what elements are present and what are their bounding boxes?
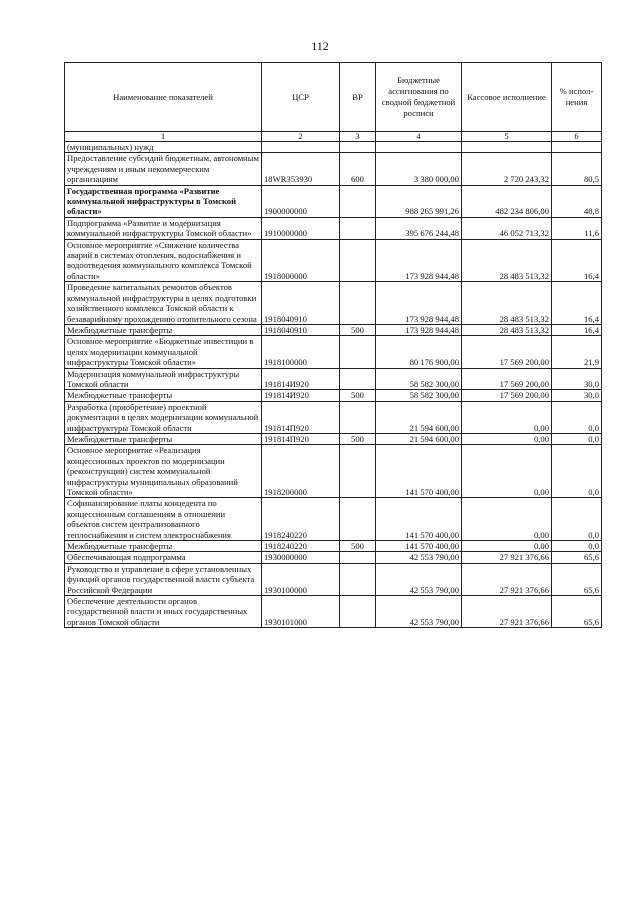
row-name: Подпрограмма «Развитие и модернизация коммунальной инфраструктуры Томской области» bbox=[65, 217, 262, 239]
row-budget-amount: 395 676 244,48 bbox=[376, 217, 462, 239]
row-budget-amount: 141 570 400,00 bbox=[376, 541, 462, 552]
row-execution-percent: 16,4 bbox=[552, 324, 602, 335]
row-csr-code: 1930000000 bbox=[262, 552, 340, 563]
row-cash-amount: 27 921 376,66 bbox=[462, 596, 552, 628]
row-cash-amount: 482 234 806,00 bbox=[462, 185, 552, 217]
row-cash-amount: 28 483 513,32 bbox=[462, 282, 552, 325]
row-cash-amount: 0,00 bbox=[462, 401, 552, 433]
row-csr-code: 191814И920 bbox=[262, 390, 340, 401]
row-csr-code: 18WR353930 bbox=[262, 153, 340, 185]
row-execution-percent: 80,5 bbox=[552, 153, 602, 185]
row-csr-code: 1900000000 bbox=[262, 185, 340, 217]
row-execution-percent bbox=[552, 142, 602, 153]
row-execution-percent: 0,0 bbox=[552, 498, 602, 541]
header-cash: Кассовое исполнение bbox=[462, 63, 552, 132]
table-row bbox=[65, 185, 602, 217]
row-vr-code bbox=[340, 596, 376, 628]
table-row bbox=[65, 498, 602, 541]
row-vr-code bbox=[340, 282, 376, 325]
row-execution-percent: 65,6 bbox=[552, 552, 602, 563]
column-number: 6 bbox=[552, 132, 602, 142]
table-row bbox=[65, 153, 602, 185]
row-name: Основное мероприятие «Снижение количества аварий в системах отопления, водоснабжения и водоотведения коммунального комплекса Томской области» bbox=[65, 239, 262, 282]
row-cash-amount: 46 052 713,32 bbox=[462, 217, 552, 239]
table-row bbox=[65, 239, 602, 282]
table-row bbox=[65, 552, 602, 563]
row-vr-code bbox=[340, 368, 376, 390]
row-vr-code bbox=[340, 552, 376, 563]
table-row bbox=[65, 217, 602, 239]
row-vr-code bbox=[340, 563, 376, 595]
row-cash-amount: 0,00 bbox=[462, 541, 552, 552]
row-vr-code: 500 bbox=[340, 324, 376, 335]
row-budget-amount: 80 176 900,00 bbox=[376, 336, 462, 368]
row-vr-code bbox=[340, 239, 376, 282]
row-cash-amount: 0,00 bbox=[462, 433, 552, 444]
row-csr-code: 1918040910 bbox=[262, 282, 340, 325]
row-vr-code bbox=[340, 142, 376, 153]
row-csr-code: 1918100000 bbox=[262, 336, 340, 368]
table-row bbox=[65, 596, 602, 628]
budget-execution-table bbox=[64, 62, 602, 628]
column-number: 4 bbox=[376, 132, 462, 142]
row-execution-percent: 16,4 bbox=[552, 239, 602, 282]
row-vr-code bbox=[340, 217, 376, 239]
row-name: Предоставление субсидий бюджетным, автономным учреждениям и иным некоммерческим организациям bbox=[65, 153, 262, 185]
row-name: Основное мероприятие «Реализация концессионных проектов по модернизации (реконструкции) систем коммунальной инфраструктуры муниципальных образований Томской области» bbox=[65, 445, 262, 498]
row-execution-percent: 16,4 bbox=[552, 282, 602, 325]
row-budget-amount: 988 265 991,26 bbox=[376, 185, 462, 217]
row-cash-amount: 27 921 376,66 bbox=[462, 552, 552, 563]
row-csr-code: 1918000000 bbox=[262, 239, 340, 282]
row-budget-amount: 21 594 600,00 bbox=[376, 433, 462, 444]
row-budget-amount: 42 553 790,00 bbox=[376, 563, 462, 595]
row-cash-amount: 0,00 bbox=[462, 498, 552, 541]
row-name: (муниципальных) нужд bbox=[65, 142, 262, 153]
row-budget-amount: 42 553 790,00 bbox=[376, 552, 462, 563]
row-csr-code: 1918240220 bbox=[262, 498, 340, 541]
table-row bbox=[65, 142, 602, 153]
row-execution-percent: 65,6 bbox=[552, 563, 602, 595]
row-name: Межбюджетные трансферты bbox=[65, 324, 262, 335]
row-execution-percent: 30,0 bbox=[552, 390, 602, 401]
row-vr-code bbox=[340, 401, 376, 433]
header-vr: ВР bbox=[340, 63, 376, 132]
row-vr-code: 600 bbox=[340, 153, 376, 185]
row-cash-amount: 28 483 513,32 bbox=[462, 324, 552, 335]
row-csr-code: 1918200000 bbox=[262, 445, 340, 498]
row-name: Руководство и управление в сфере установленных функций органов государственной власти субъекта Российской Федерации bbox=[65, 563, 262, 595]
column-number-row bbox=[65, 132, 602, 142]
row-execution-percent: 21,9 bbox=[552, 336, 602, 368]
row-csr-code: 1918040910 bbox=[262, 324, 340, 335]
table-row bbox=[65, 368, 602, 390]
row-execution-percent: 0,0 bbox=[552, 541, 602, 552]
row-cash-amount: 17 569 200,00 bbox=[462, 368, 552, 390]
table-row bbox=[65, 433, 602, 444]
row-csr-code: 191814П920 bbox=[262, 401, 340, 433]
row-budget-amount: 58 582 300,00 bbox=[376, 368, 462, 390]
row-execution-percent: 0,0 bbox=[552, 445, 602, 498]
row-name: Модернизация коммунальной инфраструктуры Томской области bbox=[65, 368, 262, 390]
row-budget-amount: 173 928 944,48 bbox=[376, 239, 462, 282]
row-csr-code: 1910000000 bbox=[262, 217, 340, 239]
row-name: Обеспечение деятельности органов государственной власти и иных государственных органов Томской области bbox=[65, 596, 262, 628]
row-name: Межбюджетные трансферты bbox=[65, 390, 262, 401]
row-cash-amount: 27 921 376,66 bbox=[462, 563, 552, 595]
row-budget-amount: 173 928 944,48 bbox=[376, 282, 462, 325]
row-csr-code bbox=[262, 142, 340, 153]
row-budget-amount: 42 553 790,00 bbox=[376, 596, 462, 628]
row-budget-amount: 58 582 300,00 bbox=[376, 390, 462, 401]
table-row bbox=[65, 445, 602, 498]
row-cash-amount: 17 569 200,00 bbox=[462, 390, 552, 401]
header-budget: Бюджетные ассигнования по сводной бюджетной росписи bbox=[376, 63, 462, 132]
row-execution-percent: 48,8 bbox=[552, 185, 602, 217]
row-csr-code: 1930101000 bbox=[262, 596, 340, 628]
row-execution-percent: 65,6 bbox=[552, 596, 602, 628]
row-execution-percent: 30,0 bbox=[552, 368, 602, 390]
row-budget-amount: 21 594 600,00 bbox=[376, 401, 462, 433]
column-number: 1 bbox=[65, 132, 262, 142]
table-row bbox=[65, 563, 602, 595]
row-name: Обеспечивающая подпрограмма bbox=[65, 552, 262, 563]
table-row bbox=[65, 324, 602, 335]
row-csr-code: 1930100000 bbox=[262, 563, 340, 595]
table-row bbox=[65, 336, 602, 368]
row-budget-amount: 141 570 400,00 bbox=[376, 445, 462, 498]
row-name: Государственная программа «Развитие коммунальной инфраструктуры в Томской области» bbox=[65, 185, 262, 217]
row-vr-code bbox=[340, 498, 376, 541]
table-row bbox=[65, 282, 602, 325]
table-header-row bbox=[65, 63, 602, 132]
header-csr: ЦСР bbox=[262, 63, 340, 132]
column-number: 3 bbox=[340, 132, 376, 142]
row-vr-code: 500 bbox=[340, 433, 376, 444]
column-number: 5 bbox=[462, 132, 552, 142]
row-csr-code: 1918240220 bbox=[262, 541, 340, 552]
row-csr-code: 191814П920 bbox=[262, 433, 340, 444]
row-name: Проведение капитальных ремонтов объектов коммунальной инфраструктуры в целях подготовки хозяйственного комплекса Томской области к безаварийному прохождению отопительного сезона bbox=[65, 282, 262, 325]
row-cash-amount: 28 483 513,32 bbox=[462, 239, 552, 282]
row-name: Межбюджетные трансферты bbox=[65, 433, 262, 444]
row-name: Основное мероприятие «Бюджетные инвестиции в целях модернизации коммунальной инфраструктуры Томской области» bbox=[65, 336, 262, 368]
page-number: 112 bbox=[311, 39, 329, 53]
row-cash-amount: 0,00 bbox=[462, 445, 552, 498]
row-execution-percent: 11,6 bbox=[552, 217, 602, 239]
row-budget-amount: 173 928 944,48 bbox=[376, 324, 462, 335]
column-number: 2 bbox=[262, 132, 340, 142]
header-pct: % испол-нения bbox=[552, 63, 602, 132]
row-vr-code bbox=[340, 336, 376, 368]
row-name: Софинансирование платы концедента по концессионным соглашениям в отношении объектов систем централизованного теплоснабжения и систем электроснабжения bbox=[65, 498, 262, 541]
row-csr-code: 191814И920 bbox=[262, 368, 340, 390]
table-row bbox=[65, 541, 602, 552]
row-budget-amount bbox=[376, 142, 462, 153]
table-row bbox=[65, 390, 602, 401]
row-name: Разработка (приобретение) проектной документации в целях модернизации коммунальной инфраструктуры Томской области bbox=[65, 401, 262, 433]
row-cash-amount bbox=[462, 142, 552, 153]
row-vr-code bbox=[340, 185, 376, 217]
row-vr-code: 500 bbox=[340, 390, 376, 401]
header-name: Наименование показателей bbox=[65, 63, 262, 132]
row-execution-percent: 0,0 bbox=[552, 433, 602, 444]
row-cash-amount: 2 720 243,32 bbox=[462, 153, 552, 185]
row-budget-amount: 3 380 000,00 bbox=[376, 153, 462, 185]
row-vr-code bbox=[340, 445, 376, 498]
row-budget-amount: 141 570 400,00 bbox=[376, 498, 462, 541]
row-vr-code: 500 bbox=[340, 541, 376, 552]
table-row bbox=[65, 401, 602, 433]
row-cash-amount: 17 569 200,00 bbox=[462, 336, 552, 368]
row-name: Межбюджетные трансферты bbox=[65, 541, 262, 552]
row-execution-percent: 0,0 bbox=[552, 401, 602, 433]
